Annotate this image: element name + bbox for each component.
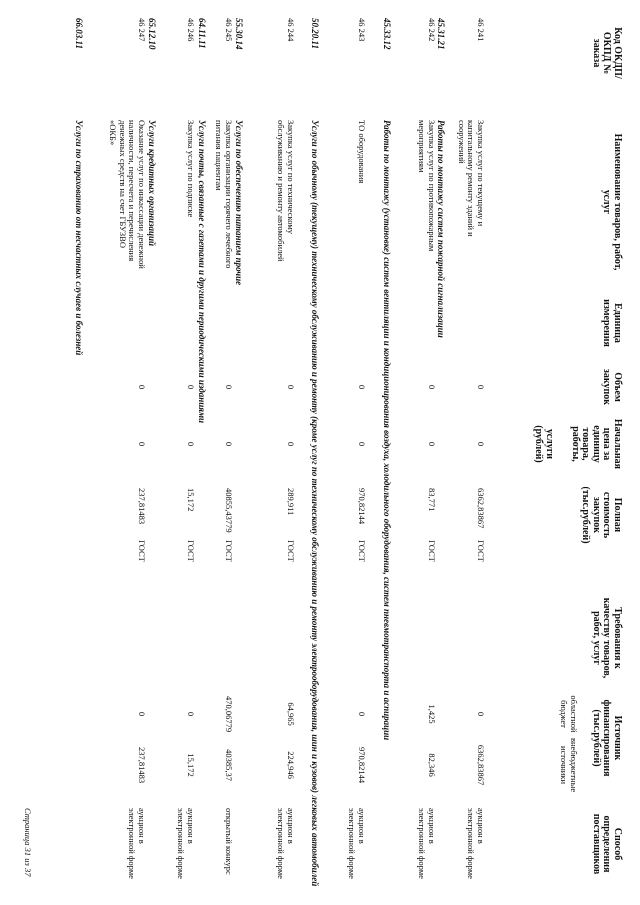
- row-name: Закупка услуг по противопожарным мероприятиям: [417, 120, 437, 252]
- header-funding-regional: областной бюджет: [559, 695, 579, 733]
- row-cost: 15,172: [186, 488, 196, 512]
- row-requirements: ГОСТ: [137, 540, 147, 562]
- section-title: Услуги по страхованию от несчастных случаев и болезней: [74, 120, 84, 356]
- row-volume: 0: [186, 384, 196, 390]
- row-price: 0: [427, 441, 437, 447]
- row-number: 46 244: [286, 18, 296, 42]
- header-funding-extra: внебюджетные источники: [559, 738, 579, 793]
- row-method: аукцион в электронной форме: [176, 808, 196, 879]
- section-title: Работы по монтажу (установке) систем вентиляции и кондиционирования воздуха, холодильного оборудования, систем пневмотранспорта и аспирации: [382, 120, 392, 741]
- row-volume: 0: [427, 384, 437, 390]
- section-code: 64.11.11: [197, 18, 207, 49]
- row-price: 0: [357, 441, 367, 447]
- section-title: Работы по монтажу систем пожарной сигнализации: [436, 120, 446, 338]
- row-requirements: ГОСТ: [224, 540, 234, 562]
- row-number: 46 242: [427, 18, 437, 42]
- row-extra: 82,346: [427, 753, 437, 777]
- row-regional: 0: [186, 711, 196, 717]
- row-extra: 237,81483: [137, 746, 147, 784]
- row-number: 46 241: [476, 18, 486, 42]
- row-cost: 40855,43779: [224, 488, 234, 533]
- row-volume: 0: [286, 384, 296, 390]
- section-title: Услуги почты, связанные с газетами и другими периодическими изданиями: [197, 120, 207, 424]
- row-number: 46 245: [224, 18, 234, 42]
- row-price: 0: [137, 441, 147, 447]
- section-title: Услуги по обычному (текущему) техническому обслуживанию и ремонту (кроме услуг по техническому обслуживанию и ремонту электрооборудования, шин и кузовов) легковых автомобилей: [310, 120, 320, 887]
- row-method: аукцион в электронной форме: [276, 808, 296, 879]
- row-volume: 0: [137, 384, 147, 390]
- row-number: 46 246: [186, 18, 196, 42]
- row-extra: 40385,37: [224, 749, 234, 781]
- page-footer: Страница 31 из 37: [23, 808, 33, 877]
- row-regional: 0: [476, 711, 486, 717]
- row-cost: 970,82144: [357, 488, 367, 525]
- row-name: Закупка услуг по текущему и капитальному ремонту зданий и сооружений: [457, 120, 486, 237]
- row-name: Закупка услуг по техническому обслуживанию и ремонту автомобилей: [276, 120, 296, 262]
- row-name: ТО оборудования: [357, 120, 367, 184]
- row-extra: 15,172: [186, 753, 196, 777]
- row-regional: 0: [357, 711, 367, 717]
- row-method: аукцион в электронной форме: [347, 808, 367, 879]
- row-cost: 237,81483: [137, 488, 147, 525]
- row-requirements: ГОСТ: [186, 540, 196, 562]
- header-start-price: Начальная цена за единицу товара, работы,: [570, 418, 623, 470]
- row-regional: 470,06779: [224, 695, 234, 733]
- section-code: 66.03.11: [74, 18, 84, 50]
- header-start-price-unit: услуги (рублей): [533, 425, 555, 463]
- header-unit: Единица измерения: [601, 299, 623, 347]
- section-code: 55.30.14: [234, 18, 244, 50]
- row-extra: 224,946: [286, 751, 296, 779]
- section-code: 45.31.21: [436, 18, 446, 50]
- row-name: Оказание услуг по инкассации денежной наличности, пересчета и перечисления денежных средств на счет ГБУЗВО «ОКБ»: [108, 120, 147, 269]
- row-price: 0: [224, 441, 234, 447]
- row-cost: 83,771: [427, 488, 437, 512]
- header-volume: Объем закупок: [601, 368, 623, 406]
- row-volume: 0: [224, 384, 234, 390]
- section-code: 45.33.12: [382, 18, 392, 50]
- row-price: 0: [286, 441, 296, 447]
- header-method: Способ определения поставщиков: [591, 813, 623, 875]
- header-code: Код ОКДП/ ОКПД № заказа: [591, 27, 623, 79]
- row-price: 0: [476, 441, 486, 447]
- row-method: открытый конкурс: [224, 808, 234, 875]
- header-name: Наименование товаров, работ, услуг: [601, 133, 623, 271]
- row-requirements: ГОСТ: [286, 540, 296, 562]
- section-code: 65.12.10: [147, 18, 157, 50]
- row-number: 46 247: [137, 18, 147, 42]
- row-requirements: ГОСТ: [357, 540, 367, 562]
- row-volume: 0: [476, 384, 486, 390]
- row-volume: 0: [357, 384, 367, 390]
- row-cost: 289,911: [286, 488, 296, 516]
- row-regional: 1,425: [427, 704, 437, 724]
- row-cost: 6362,83867: [476, 488, 486, 529]
- row-method: аукцион в электронной форме: [127, 808, 147, 879]
- section-code: 50.20.11: [310, 18, 320, 50]
- row-extra: 6362,83867: [476, 744, 486, 786]
- row-method: аукцион в электронной форме: [466, 808, 486, 879]
- header-full-cost: Полная стоимость закупок (тыс.рублей): [580, 486, 623, 544]
- header-funding: Источник финансирования (тыс.рублей): [591, 699, 623, 777]
- row-price: 0: [186, 441, 196, 447]
- row-requirements: ГОСТ: [427, 540, 437, 562]
- row-extra: 970,82144: [357, 746, 367, 784]
- section-title: Услуги кредитных организаций: [147, 120, 157, 247]
- row-name: Закупка услуг по подписке: [186, 120, 196, 218]
- row-method: аукцион в электронной форме: [417, 808, 437, 879]
- row-regional: 64,965: [286, 702, 296, 726]
- row-number: 46 243: [357, 18, 367, 42]
- section-title: Услуги по обеспечению питанием прочие: [234, 120, 244, 286]
- row-requirements: ГОСТ: [476, 540, 486, 562]
- header-requirements: Требования к качеству товаров, работ, услуг: [591, 597, 623, 679]
- row-name: Закупка организации горячего лечебного питания пациентам: [214, 120, 234, 269]
- row-regional: 0: [137, 711, 147, 717]
